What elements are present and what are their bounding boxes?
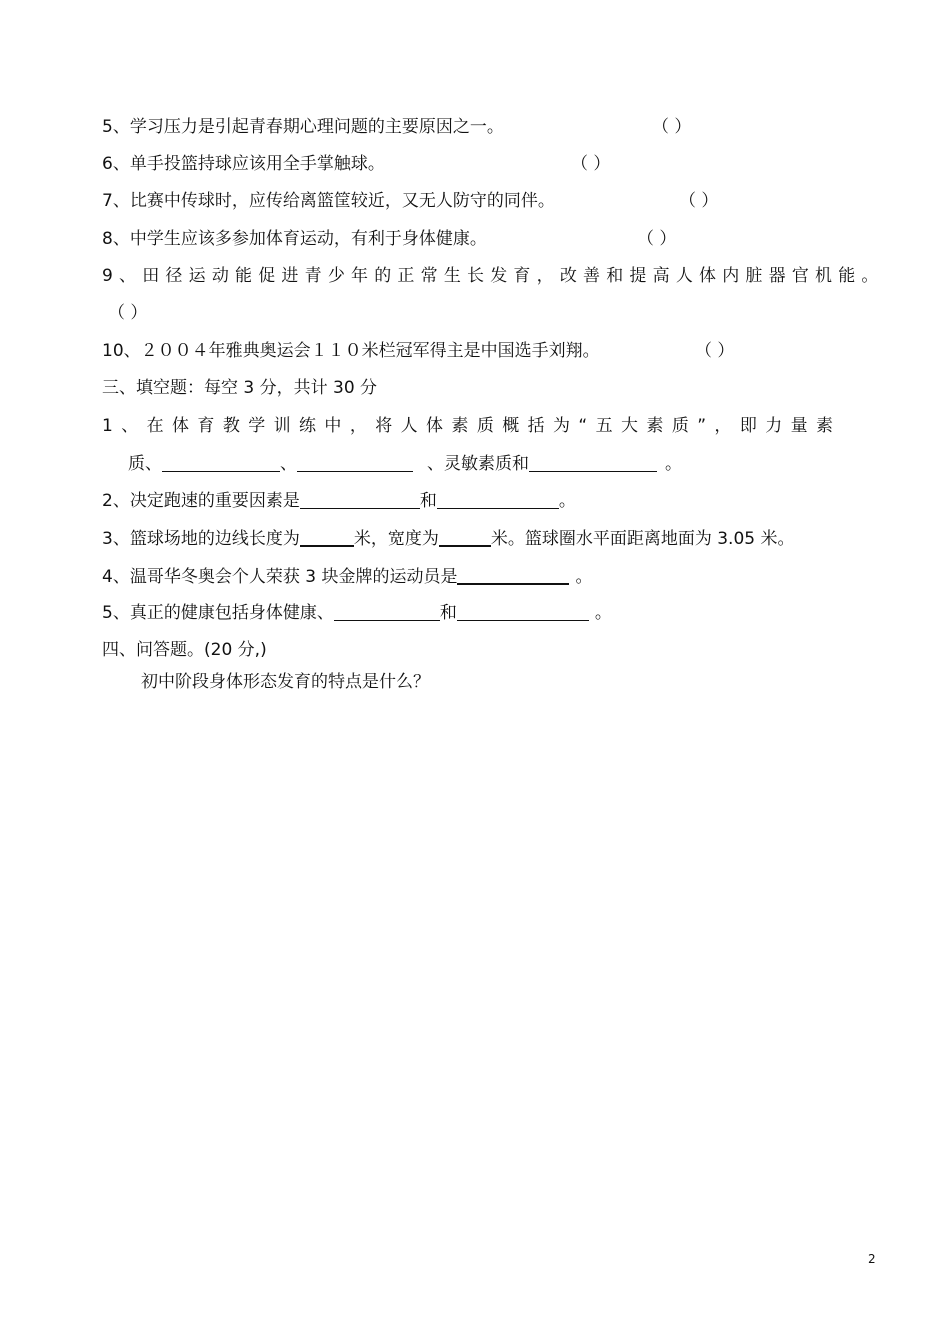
fill-blank-2b[interactable] [437, 490, 559, 509]
fill-blank-5a[interactable] [334, 602, 440, 621]
section-heading-fill-blank: 三、填空题：每空 3 分，共计 30 分 [102, 378, 378, 398]
fill-question-3-unit2: 米。篮球圈水平面距离地面为 3.05 米。 [490, 529, 795, 549]
tf-question-9 [102, 265, 885, 287]
fill-blank-4[interactable] [457, 565, 569, 585]
fill-question-4-start: 4、温哥华冬奥会个人荣获 3 块金牌的运动员是 [102, 567, 458, 587]
fill-question-1-end: 。 [665, 454, 682, 474]
tf-question-10 [102, 340, 600, 362]
tf-answer-parens-7: （ ） [679, 191, 719, 211]
fill-question-3 [102, 527, 795, 550]
tf-question-6-text: 6、单手投篮持球应该用全手掌触球。 [102, 154, 385, 174]
qa-question: 初中阶段身体形态发育的特点是什么？ [141, 672, 430, 692]
tf-question-5 [102, 116, 504, 138]
fill-question-4 [102, 565, 592, 588]
fill-question-5-and: 和 [439, 603, 457, 623]
tf-question-10-text: 10、２００４年雅典奥运会１１０米栏冠军得主是中国选手刘翔。 [102, 341, 600, 361]
fill-question-3-start: 3、篮球场地的边线长度为 [102, 529, 300, 549]
tf-answer-parens-10: （ ） [695, 341, 735, 361]
fill-question-5-start: 5、真正的健康包括身体健康、 [102, 603, 334, 623]
fill-question-2-start: 2、决定跑速的重要因素是 [102, 491, 300, 511]
fill-question-3-unit1: 米，宽度为 [353, 529, 439, 549]
tf-question-6 [102, 153, 385, 175]
fill-question-1-sep2: 、灵敏素质和 [427, 454, 529, 474]
tf-question-5-text: 5、学习压力是引起青春期心理问题的主要原因之一。 [102, 117, 504, 137]
fill-question-2-and: 和 [419, 491, 437, 511]
tf-answer-parens-8: （ ） [637, 229, 677, 249]
tf-question-8 [102, 228, 487, 250]
fill-blank-1b[interactable] [297, 453, 413, 472]
fill-blank-2a[interactable] [300, 490, 420, 509]
fill-blank-5b[interactable] [457, 602, 589, 621]
tf-question-8-text: 8、中学生应该多参加体育运动，有利于身体健康。 [102, 229, 487, 249]
tf-question-9-text: 9、田径运动能促进青少年的正常生长发育，改善和提高人体内脏器官机能。 [102, 266, 885, 286]
tf-answer-parens-5: （ ） [652, 117, 692, 137]
fill-blank-3b[interactable] [439, 527, 491, 547]
fill-blank-1a[interactable] [162, 453, 280, 472]
fill-question-5-end: 。 [594, 603, 612, 623]
fill-question-1-line2 [128, 453, 682, 475]
fill-question-4-end: 。 [575, 567, 593, 587]
fill-question-5 [102, 602, 612, 624]
fill-question-1-part-a: 质、 [128, 454, 162, 474]
fill-blank-3a[interactable] [300, 527, 354, 547]
tf-answer-parens-6: （ ） [571, 154, 611, 174]
tf-question-7 [102, 190, 555, 212]
fill-blank-1c[interactable] [529, 453, 657, 472]
section-heading-qa: 四、问答题。(20 分,) [102, 640, 267, 660]
page-number: 2 [868, 1252, 876, 1266]
tf-answer-parens-9: （ ） [108, 303, 148, 323]
fill-question-1-line1: 1、在体育教学训练中，将人体素质概括为“五大素质”，即力量素 [102, 416, 842, 436]
fill-question-2-end: 。 [558, 491, 576, 511]
fill-question-1-sep1: 、 [280, 454, 297, 474]
fill-question-2 [102, 490, 576, 512]
tf-question-7-text: 7、比赛中传球时，应传给离篮筐较近，又无人防守的同伴。 [102, 191, 555, 211]
